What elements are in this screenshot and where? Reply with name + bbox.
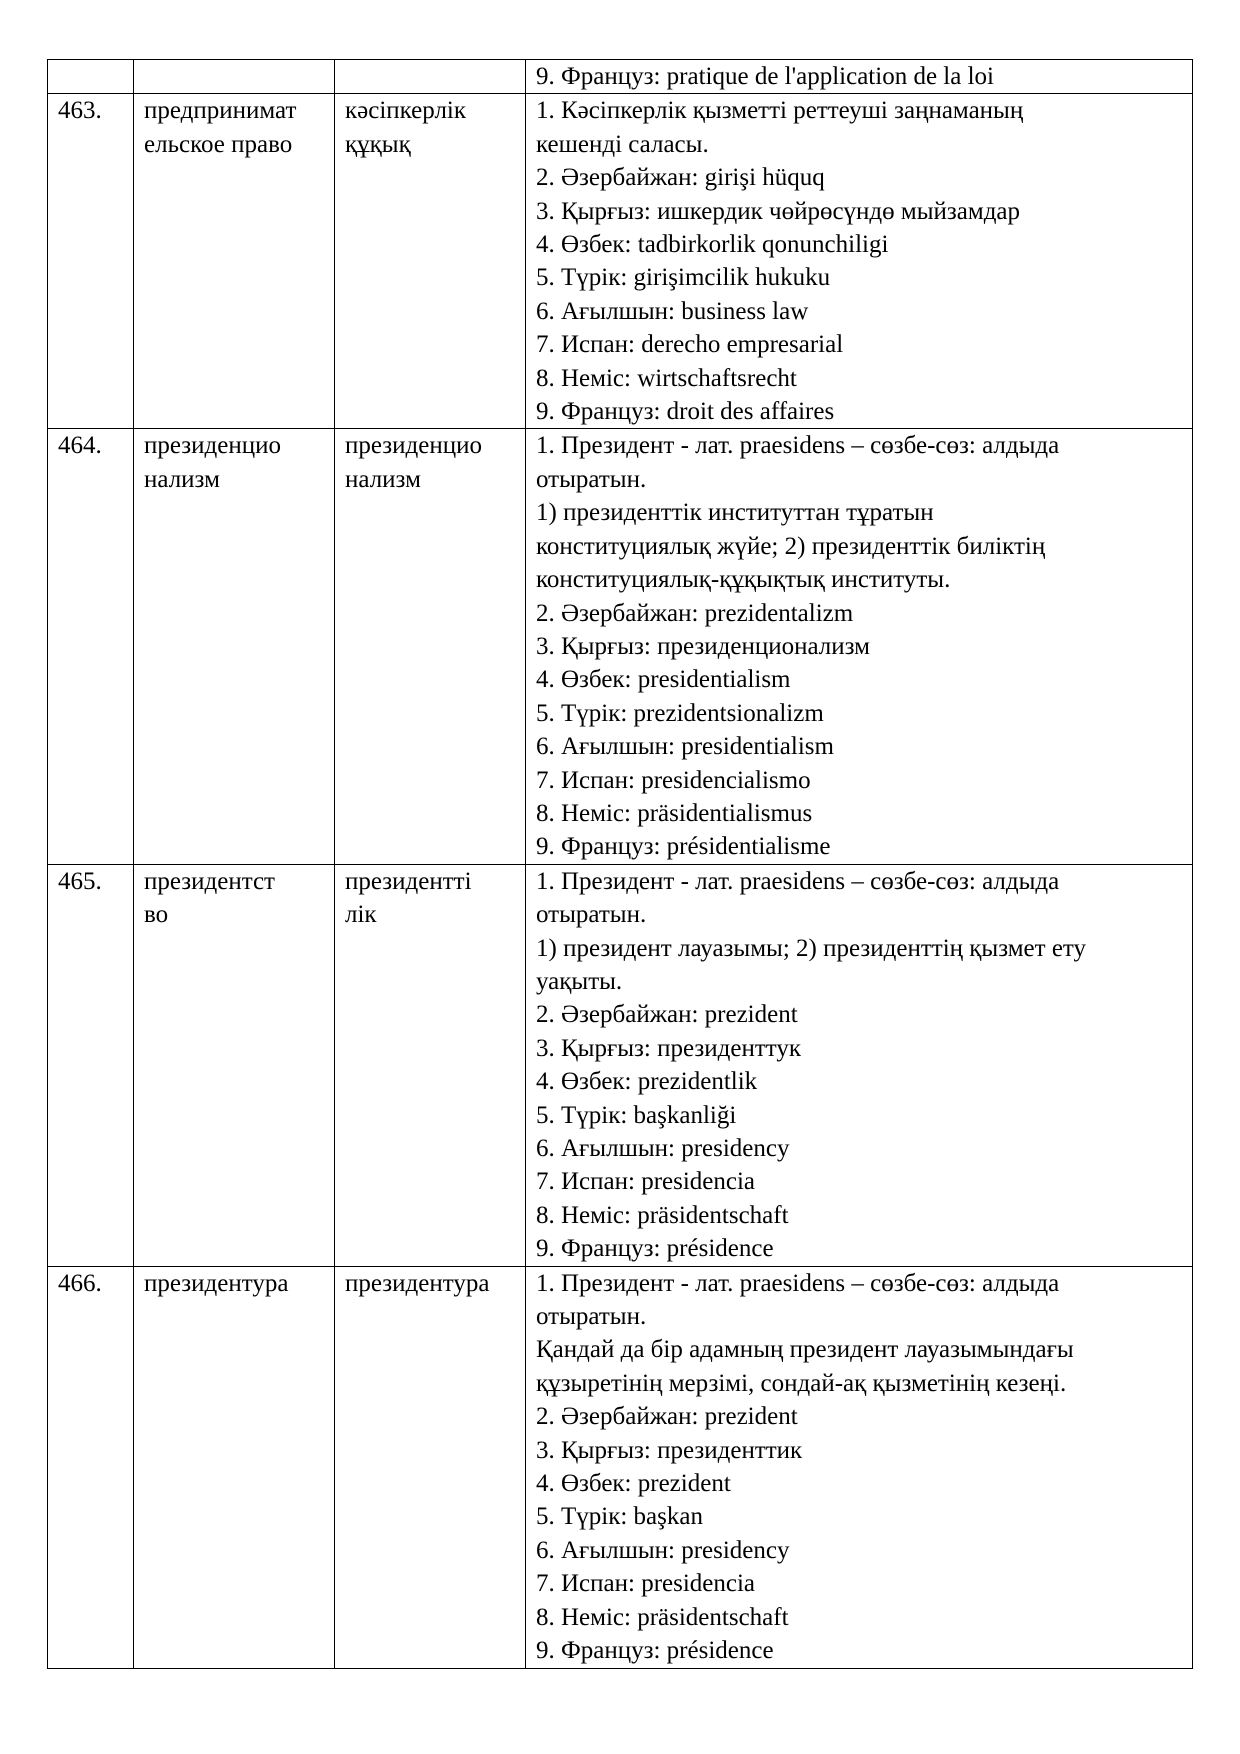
entry-number: 463. <box>58 97 102 125</box>
definition-line: 5. Түрік: prezidentsionalizm <box>536 699 824 727</box>
kazakh-term-cell <box>335 864 526 1266</box>
definition-line: 1. Кәсіпкерлік қызметті реттеуші заңнаманың <box>536 97 1024 125</box>
entry-number-cell <box>48 94 134 429</box>
russian-term-line: ельское право <box>144 130 293 158</box>
kazakh-term-line: құқық <box>345 130 411 158</box>
definition-line: отыратын. <box>536 465 647 493</box>
definition-line: отыратын. <box>536 901 647 929</box>
document-page <box>47 59 1192 1669</box>
definition-line: 5. Түрік: başkan <box>536 1503 703 1531</box>
definition-line: 5. Түрік: başkanliği <box>536 1101 737 1129</box>
definition-line: 5. Түрік: girişimcilik hukuku <box>536 264 831 292</box>
definition-line: конституциялық-құқықтық институты. <box>536 566 951 594</box>
definition-line: конституциялық жүйе; 2) президенттік биліктің <box>536 532 1046 560</box>
definition-line: уақыты. <box>536 967 623 995</box>
russian-term-line: президентст <box>144 867 275 895</box>
russian-term-line: нализм <box>144 465 220 493</box>
kazakh-term-line: кәсіпкерлік <box>345 97 467 125</box>
dictionary-table-body <box>48 60 1193 1669</box>
russian-term-cell <box>134 864 335 1266</box>
russian-term-cell <box>134 1266 335 1668</box>
definition-line: 6. Ағылшын: business law <box>536 297 809 325</box>
definition-line: 1. Президент - лат. praesidens – сөзбе-сөз: алдыда <box>536 1269 1060 1297</box>
table-row <box>48 429 1193 864</box>
definition-line: 2. Әзербайжан: prezident <box>536 1001 798 1029</box>
definition-cell <box>526 1266 1193 1668</box>
definition-line: 4. Өзбек: presidentialism <box>536 666 791 694</box>
definition-line: 8. Неміс: präsidentialismus <box>536 799 813 827</box>
entry-number: 464. <box>58 432 102 460</box>
russian-term-cell <box>134 60 335 94</box>
dictionary-table <box>47 59 1193 1669</box>
definition-cell <box>526 864 1193 1266</box>
definition-line: құзыретінің мерзімі, сондай-ақ қызметінің кезеңі. <box>536 1369 1067 1397</box>
definition-line: 8. Неміс: präsidentschaft <box>536 1201 789 1229</box>
definition-line: 1) президент лауазымы; 2) президенттің қызмет ету <box>536 934 1087 962</box>
definition-line: 3. Қырғыз: президенттук <box>536 1034 801 1062</box>
continuation-row <box>48 60 1193 94</box>
definition-line: 1. Президент - лат. praesidens – сөзбе-сөз: алдыда <box>536 867 1060 895</box>
definition-line: 8. Неміс: präsidentschaft <box>536 1603 789 1631</box>
definition-line: 6. Ағылшын: presidency <box>536 1536 790 1564</box>
kazakh-term-cell <box>335 429 526 864</box>
definition-line: 7. Испан: presidencia <box>536 1168 756 1196</box>
definition-line: 4. Өзбек: prezident <box>536 1470 731 1498</box>
definition-cell <box>526 94 1193 429</box>
definition-line: 9. Француз: présidentialisme <box>536 833 831 861</box>
entry-number-cell <box>48 429 134 864</box>
definition-line: 2. Әзербайжан: prezidentalizm <box>536 599 854 627</box>
definition-line: Қандай да бір адамның президент лауазымындағы <box>536 1336 1074 1364</box>
kazakh-term-line: президенцио <box>345 432 482 460</box>
kazakh-term-line: нализм <box>345 465 421 493</box>
definition-line: 6. Ағылшын: presidentialism <box>536 733 834 761</box>
definition-line: 3. Қырғыз: президенттик <box>536 1436 803 1464</box>
entry-number: 466. <box>58 1269 102 1297</box>
definition-line: 4. Өзбек: prezidentlik <box>536 1068 758 1096</box>
table-row <box>48 1266 1193 1668</box>
definition-line: кешенді саласы. <box>536 130 709 158</box>
definition-line: отыратын. <box>536 1303 647 1331</box>
definition-line: 3. Қырғыз: президенционализм <box>536 632 870 660</box>
entry-number-cell <box>48 1266 134 1668</box>
kazakh-term-line: президентура <box>345 1269 490 1297</box>
definition-line: 9. Француз: pratique de l'application de la loi <box>536 63 994 90</box>
table-row <box>48 864 1193 1266</box>
definition-line: 7. Испан: presidencia <box>536 1570 756 1598</box>
definition-cell <box>526 60 1193 94</box>
russian-term-cell <box>134 429 335 864</box>
russian-term-cell <box>134 94 335 429</box>
definition-line: 9. Француз: présidence <box>536 1235 774 1263</box>
russian-term-line: предпринимат <box>144 97 297 125</box>
definition-line: 7. Испан: derecho empresarial <box>536 331 844 359</box>
table-row <box>48 94 1193 429</box>
entry-number-cell <box>48 864 134 1266</box>
kazakh-term-cell <box>335 94 526 429</box>
entry-number: 465. <box>58 867 102 895</box>
definition-line: 3. Қырғыз: ишкердик чөйрөсүндө мыйзамдар <box>536 197 1021 225</box>
definition-line: 6. Ағылшын: presidency <box>536 1135 790 1162</box>
definition-line: 1. Президент - лат. praesidens – сөзбе-сөз: алдыда <box>536 432 1060 460</box>
definition-line: 9. Француз: présidence <box>536 1637 774 1665</box>
kazakh-term-line: лік <box>345 901 377 929</box>
russian-term-line: президенцио <box>144 432 281 460</box>
definition-line: 2. Әзербайжан: girişi hüquq <box>536 164 825 192</box>
definition-line: 8. Неміс: wirtschaftsrecht <box>536 364 797 392</box>
number-cell <box>48 60 134 94</box>
definition-line: 9. Француз: droit des affaires <box>536 398 835 426</box>
definition-line: 7. Испан: presidencialismo <box>536 766 811 794</box>
definition-line: 2. Әзербайжан: prezident <box>536 1403 798 1431</box>
kazakh-term-line: президентті <box>345 867 472 895</box>
russian-term-line: во <box>144 901 169 929</box>
russian-term-line: президентура <box>144 1269 289 1297</box>
definition-line: 1) президенттік институттан тұратын <box>536 499 934 527</box>
definition-line: 4. Өзбек: tadbirkorlik qonunchiligi <box>536 231 889 259</box>
definition-cell <box>526 429 1193 864</box>
kazakh-term-cell <box>335 1266 526 1668</box>
kazakh-term-cell <box>335 60 526 94</box>
